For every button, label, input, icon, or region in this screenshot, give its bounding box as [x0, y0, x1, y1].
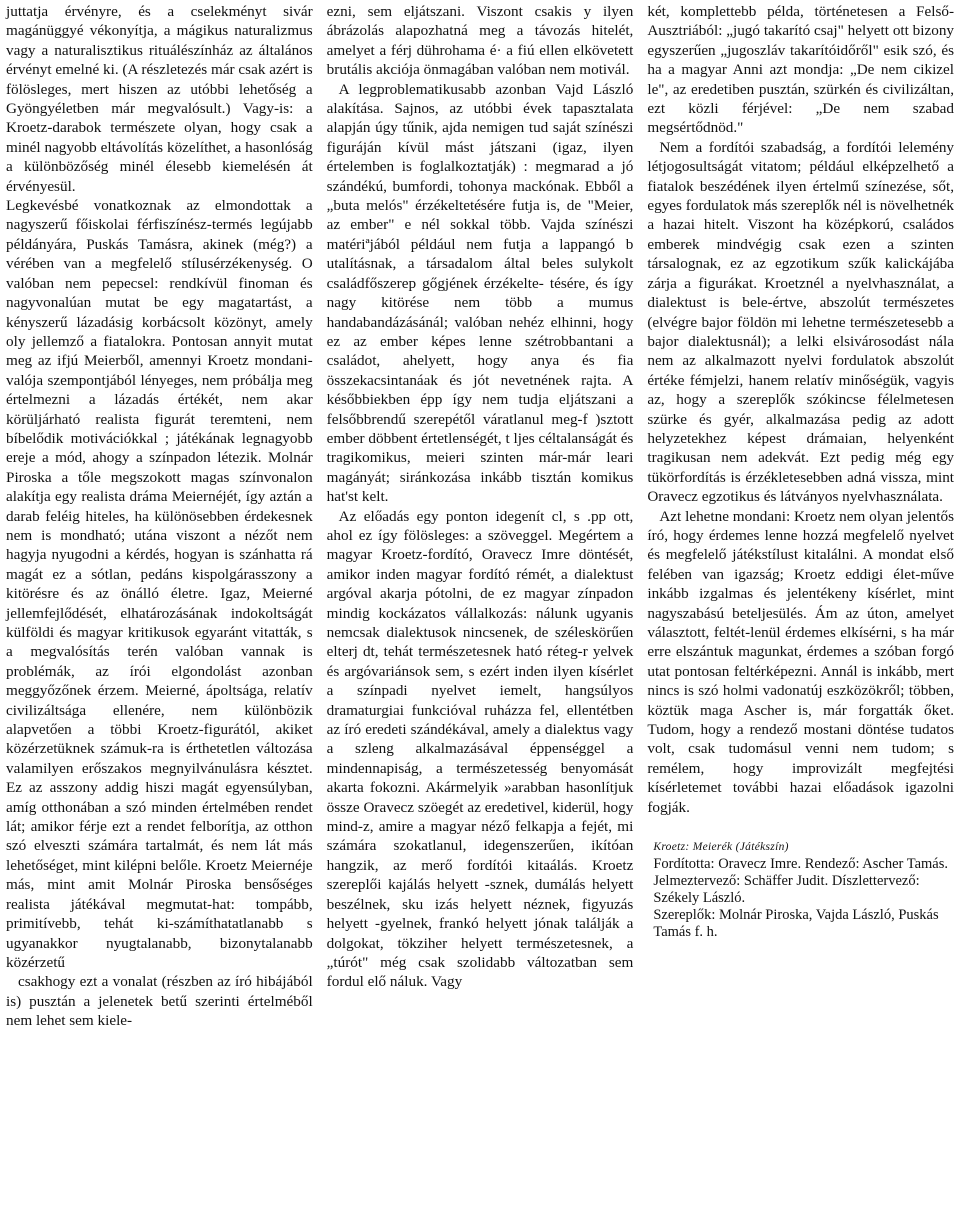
production-credits: [647, 839, 954, 941]
paragraph: Azt lehetne mondani: Kroetz nem olyan jelentős író, hogy érdemes lenne hozzá megfelelő nyelvet és megfelelő játékstílust kitalálni. A mondat első felében van igazság; Kroetz eddigi élet-műve inkább izgalmas és jelentékeny kísérlet, mint nagyszabású beteljesülés. Ám az úton, amelyet választott, feltét-lenül érdemes elkísérni, s ha már erre elszántuk magunkat, érdemes a szóban forgó utat pontosan feltérképezni. Annál is inkább, mert nincs is szó holmi vadonatúj eszközökről; többen, köztük maga Ascher is, már forgatták őket. Tudom, hogy a rendező mostani döntése tudatos volt, csak tudomásul venni nem tudom; s remélem, hogy improvizált megfejtési kísérletemet további hazai előadások igazolni fogják.: [647, 507, 955, 816]
credits-cast: Szereplők: Molnár Piroska, Vajda László, Puskás Tamás f. h.: [653, 907, 939, 941]
credits-title: Kroetz: Meierék (Játékszín): [653, 841, 789, 854]
text-column-middle: [327, 2, 634, 1213]
paragraph: juttatja érvényre, és a cselekményt sivár magánüggyé vékonyítja, a mágikus naturalizmus vagy a naturalisztikus rituálészínház az általános érvényt emelné ki. (A részletezés már csak azért is fölösleges, mert hiszen az utóbbi lehetőség a Gyöngyéletben már megvalósult.) Vagy-is: a Kroetz-darabok természete olyan, hogy csak a minél nagyobb eltávolítás közelíthet, a hasonlóság a különbözőség minél élesebb kiemelésén át érvényesül.: [6, 3, 313, 195]
text-column-right: [647, 2, 954, 1213]
paragraph: csakhogy ezt a vonalat (részben az író hibájából is) pusztán a jelenetek betű szerinti értelméből nem lehet sem kiele-: [6, 973, 313, 1030]
paragraph: Legkevésbé vonatkoznak az elmondottak a nagyszerű főiskolai férfiszínész-termés legújabb példányára, Puskás Tamásra, akinek (még?) a vérében van a megfelelő stílusérzékenység. O valóban nem pepecsel: rendkívül finoman és nagyvonalúan mutat be egy magatartást, a kényszerű lázadásig korbácsolt közönyt, amely oly jellemző a fiatalokra. Pontosan annyit mutat meg az ifjú Meierből, amennyi Kroetz mondani-valója szempontjából lényeges, nem próbálja meg értelmezni a lázadás értékét, nem akar körüljárható realista figurát teremteni, nem bíbelődik motivációkkal ; játékának legnagyobb ereje a mód, ahogy a színpadon létezik. Molnár Piroska a tőle megszokott magas színvonalon alakítja egy realista dráma Meiernéjét, így aztán a darab feléig hiteles, ha különösebben érdekesnek nem is mondható; utána viszont a nézőt nem hagyja nyugodni a kérdés, hogyan is szánhatta rá magát ez a sótlan, pedáns kispolgárasszony a kitörésre és az önálló életre. Igaz, Meierné jellemfejlődését, elhatározásának indokoltságát külföldi és magyar kritikusok egyaránt vitatták, s a megvalósítás terén valóban vannak is problémák, az írói elgondolást azonban meggyőzőnek érzem. Meierné, ápoltsága, relatív civilizáltsága ellenére, nem különbözik alapvetően a többi Kroetz-figurától, akiket közérzetüknek számuk-ra is érthetetlen változása valamilyen erőszakos megnyilvánulásra késztet. Ez az asszony addig hiszi magát egyensúlyban, amíg otthonában a szó minden értelmében rendet lát; amikor férje ezt a rendet felborítja, az otthon szó elveszti számára tartalmát, és nem lát más lehetőséget, mint kilépni belőle. Kroetz Meiernéje más, mint amit Molnár Piroska bensőséges realista játékával megmutat-hat: tompább, primitívebb, tehát ki-számíthatatlanabb s ugyanakkor nyugtalanabb, bizonytalanabb közérzetű: [6, 197, 313, 971]
text-column-left: [6, 2, 313, 1213]
paragraph: Nem a fordítói szabadság, a fordítói lelemény létjogosultságát vitatom; például elképzelhető a fiatalok beszédének ilyen értelmű színezése, sőt, egyes fordulatok más szereplők nél is növelhetnék a hazai hitelt. Viszont ha középkorú, családos emberek mindvégig csak ezen a szinten társalognak, ez az egzotikum szűk kalickájába zárja a figurákat. Kroetznél a nyelvhasználat, a dialektust is bele-értve, abszolút természetes (elvégre bajor földön mi lehetne természetesebb a bajor dialektusnál); a lelki elsivárosodást nála nem az alkalmazott nyelvi fordulatok abszolút értéke fémjelzi, hanem relatív minőségük, vagyis az, hogy a szereplők szókincse félelmetesen szürke és gyér, alkalmazása pedig az adott helyzetekhez képest drámaian, helyenként tragikusan nem adekvát. Ezt pedig még egy tükörfordítás is érzékletesebben adná vissza, mint Oravecz egzotikus és látványos nyelvhasználata.: [647, 138, 955, 506]
paragraph: Az előadás egy ponton idegenít cl, s .pp ott, ahol ez így fölösleges: a szöveggel. Megértem a magyar Kroetz-fordító, Oravecz Imre döntését, amikor inden magyar fordító rémét, a dialektust argóval akarja pótolni, de ez magyar zínpadon mindig kockázatos vállalkozás: nálunk ugyanis nemcsak dialektusok nincsenek, de széleskörűen elterj dt, tehát természetesnek ható réteg-r yelvek és argóvariánsok sem, s ezért inden ilyen kísérlet a színpadi nyelvet iemelt, hangsúlyos dramaturgiai funkcióval ruházza fel, ellentétben az író eredeti szándékával, amely a dialektus vagy a szleng alkalmazásával éppenséggel a mindennapiság, a természetesség benyomását akarta fokozni. Akármelyik »arabban hasonlítjuk össze Oravecz szöegét az eredetivel, kiderül, hogy mind-z, amire a magyar néző felkapja a fejét, mi számára szokatlanul, idegenszerűen, ikítóan hangzik, az merő fordítói kitaálás. Kroetz szereplői kajálás helyett -sznek, dumálás helyett beszélnek, sku izás helyett néznek, figyuzás helyett -gyelnek, frankó helyett jónak találják a dolgokat, tökziher helyett természetesnek, a „túrót" még csak szolidabb változatban sem fordul elő náluk. Vagy: [326, 507, 634, 991]
paragraph: ezni, sem eljátszani. Viszont csakis y ilyen ábrázolás alapozhatná meg a távozás hitelét, amelyet a férj dührohama é· a fiú ellen elkövetett brutális akciója önmagában valóban nem motivál.: [326, 3, 634, 79]
credits-staff: Fordította: Oravecz Imre. Rendező: Ascher Tamás. Jelmeztervező: Schäffer Judit. Díszlettervező: Székely László.: [653, 856, 949, 907]
paragraph: A legproblematikusabb azonban Vajd László alakítása. Sajnos, az utóbbi évek tapasztalata alapján úgy tűnik, ajda nemigen tud saját színészi figuráján kívül mást játszani (igaz, ilyen értelemben is foglalkoztatják) : megmarad a jó szándékú, bumfordi, tohonya mackónak. Ebből a „buta melós" érzékeltetésére futja is, de "Meier, az ember" e nél sokkal több. Vajda színészi matériªjából például nem futja a lappangó b utalításnak, a társadalom által beles sulykolt családfőszerep gőgjének érzékelte- tésére, és így nagy kitörése nem több a mumus handabandázásánál; valóban nehéz elhinni, hogy ez az ember képes lenne szétrobbantani a családot, ahelyett, hogy anya és fia összekacsintanáak és jót nevetnének rajta. A későbbiekben épp így nem tudja eljátszani a felsőbbrendű szerepétől váratlanul meg-f )sztott ember döbbent értetlenségét, t ljes céltalanságát és tragikomikus, meieri szinten már-már leari magányát; siránkozása inkább tisztán komikus hat'st kelt.: [326, 80, 634, 506]
paragraph: két, komplettebb példa, történetesen a Felső-Ausztriából: „jugó takarító csaj" helyett ott bizony egyszerűen „jugoszláv takarítóidőről" esik szó, és ha a magyar Anni azt mondja: „De nem cikizel le", az eredetiben pusztán, szürkén és civilizáltan, ezt közli férjével: „De nem szabad megsértődnöd.": [647, 3, 955, 137]
